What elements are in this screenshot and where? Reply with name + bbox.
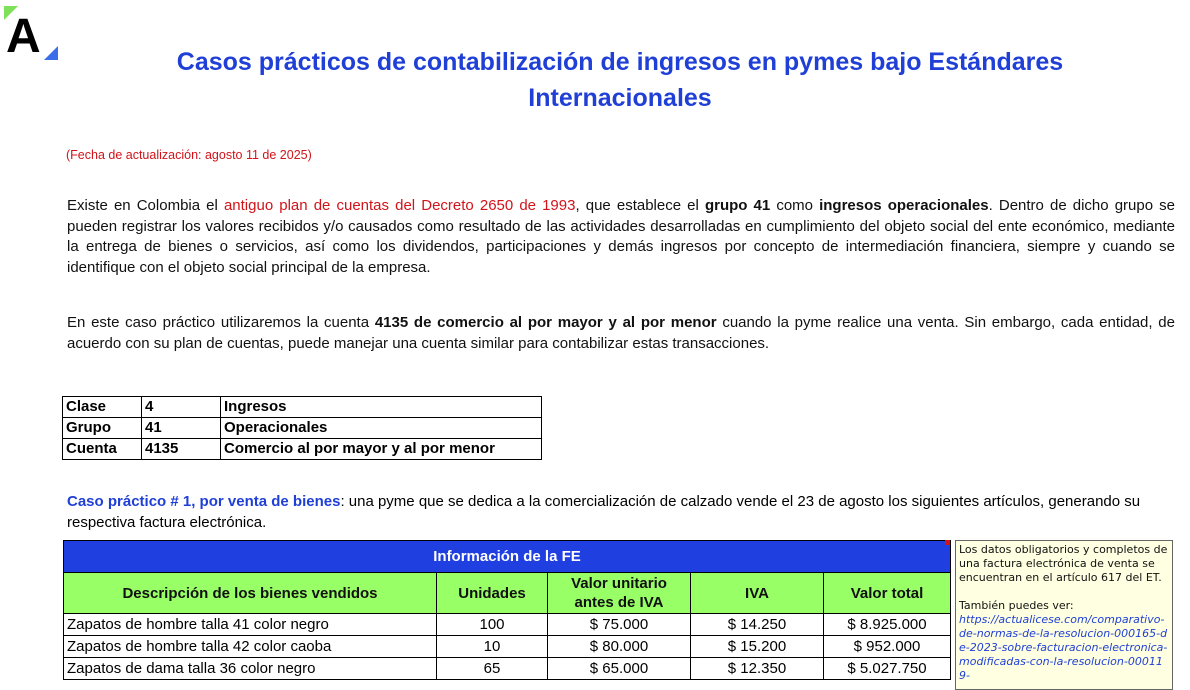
table-row [64, 636, 951, 658]
group-name: Operacionales [221, 418, 542, 439]
invoice-table-title: Información de la FE [64, 541, 951, 573]
col-header-iva: IVA [691, 573, 824, 614]
cell-unit-value: $ 75.000 [548, 614, 691, 636]
intro-paragraph: Existe en Colombia el antiguo plan de cuentas del Decreto 2650 de 1993, que establece el grupo 41 como ingresos operacionales. Dentro de dicho grupo se pueden registrar los valores recibidos y/o causados como resultado de las actividades desarrolladas en cumplimiento del objeto social del ente económico, mediante la entrega de bienes o servicios, así como los dividendos, participaciones y demás ingresos por concepto de intermediación financiera, siempre y cuando se identifique con el objeto social principal de la empresa. [67, 197, 1176, 276]
cell-units: 65 [437, 658, 548, 680]
class-label: Clase [63, 397, 142, 418]
case-1-heading: Caso práctico # 1, por venta de bienes [67, 493, 341, 510]
cell-total: $ 8.925.000 [824, 614, 951, 636]
actualicese-logo [4, 6, 58, 60]
class-name: Ingresos [221, 397, 542, 418]
note-see-also: También puedes ver: [959, 599, 1074, 612]
account-label: Cuenta [63, 439, 142, 460]
account-code: 4135 [142, 439, 221, 460]
case-1-paragraph: Caso práctico # 1, por venta de bienes: una pyme que se dedica a la comercialización de calzado vende el 23 de agosto los siguientes artículos, generando su respectiva factura electrónica. [67, 493, 1141, 531]
cell-iva: $ 15.200 [691, 636, 824, 658]
cell-units: 10 [437, 636, 548, 658]
cell-description: Zapatos de dama talla 36 color negro [64, 658, 437, 680]
cell-iva: $ 14.250 [691, 614, 824, 636]
group-label: Grupo [63, 418, 142, 439]
cell-description: Zapatos de hombre talla 42 color caoba [64, 636, 437, 658]
cell-units: 100 [437, 614, 548, 636]
table-row [63, 418, 542, 439]
cell-iva: $ 12.350 [691, 658, 824, 680]
comment-note [955, 540, 1173, 690]
class-code: 4 [142, 397, 221, 418]
col-header-total: Valor total [824, 573, 951, 614]
page-title: Casos prácticos de contabilización de ingresos en pymes bajo Estándares Internacionales [176, 48, 1064, 112]
note-link[interactable]: https://actualicese.com/comparativo-de-normas-de-la-resolucion-000165-de-2023-sobre-facturacion-electronica-modificadas-con-la-resolucion-000119- [959, 613, 1168, 682]
group-code: 41 [142, 418, 221, 439]
comment-indicator-icon[interactable] [945, 540, 950, 545]
table-row [63, 397, 542, 418]
cell-total: $ 5.027.750 [824, 658, 951, 680]
logo-blue-accent [44, 46, 58, 60]
cell-description: Zapatos de hombre talla 41 color negro [64, 614, 437, 636]
classification-table [62, 396, 542, 460]
decree-link[interactable]: antiguo plan de cuentas del Decreto 2650 de 1993 [223, 197, 576, 214]
table-row [64, 658, 951, 680]
table-row [63, 439, 542, 460]
update-date: (Fecha de actualización: agosto 11 de 2025) [66, 148, 312, 162]
account-name: Comercio al por mayor y al por menor [221, 439, 542, 460]
cell-unit-value: $ 80.000 [548, 636, 691, 658]
invoice-table [63, 540, 951, 680]
logo-letter: A [6, 10, 41, 60]
cell-unit-value: $ 65.000 [548, 658, 691, 680]
table-row [64, 614, 951, 636]
col-header-units: Unidades [437, 573, 548, 614]
account-paragraph: En este caso práctico utilizaremos la cuenta 4135 de comercio al por mayor y al por menor cuando la pyme realice una venta. Sin embargo, cada entidad, de acuerdo con su plan de cuentas, puede manejar una cuenta similar para contabilizar estas transacciones. [67, 314, 1175, 352]
col-header-description: Descripción de los bienes vendidos [64, 573, 437, 614]
note-text: Los datos obligatorios y completos de una factura electrónica de venta se encuentran en el artículo 617 del ET. [959, 543, 1168, 584]
cell-total: $ 952.000 [824, 636, 951, 658]
col-header-unit-value: Valor unitario antes de IVA [548, 573, 691, 614]
